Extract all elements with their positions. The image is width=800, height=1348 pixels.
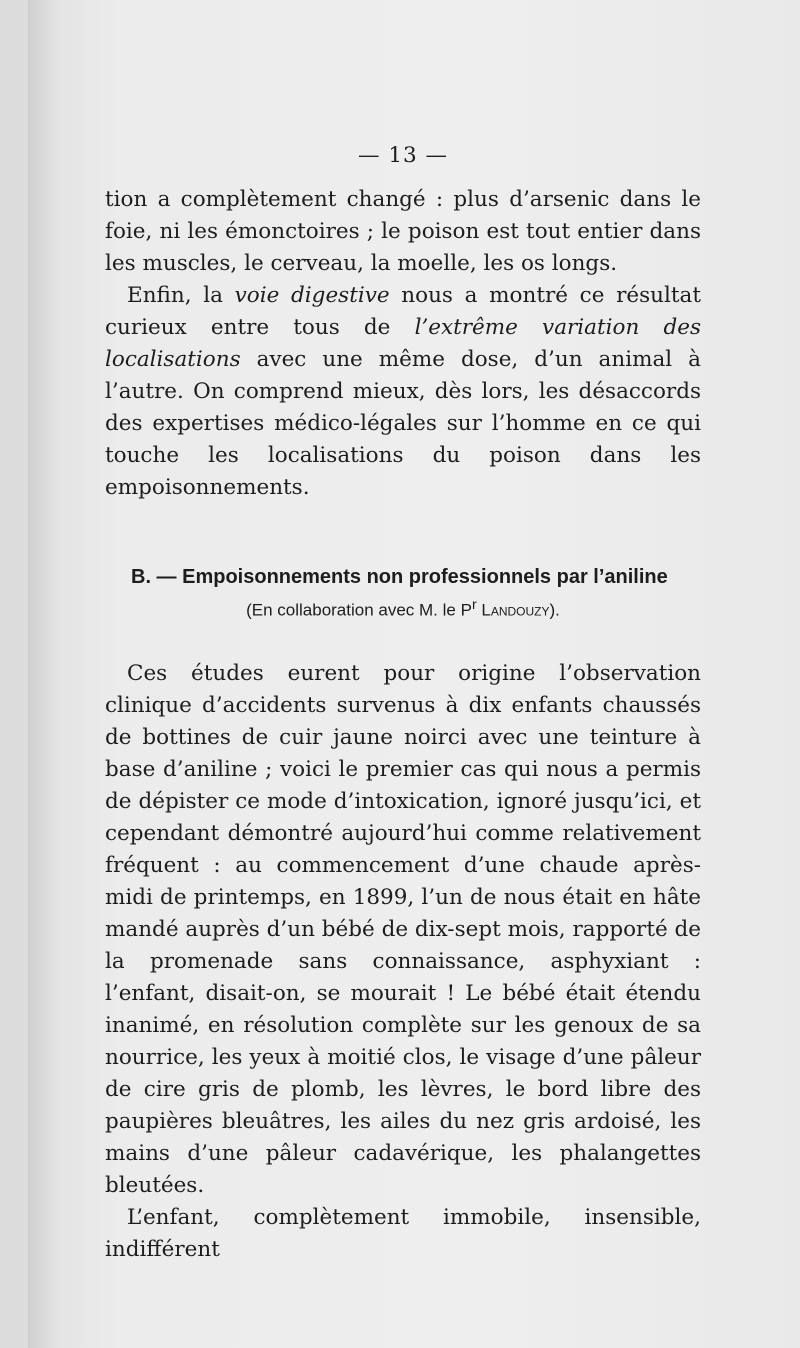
subheading-text-a: (En collaboration avec M. le P [246,600,472,620]
paragraph-1: tion a complètement changé : plus d’arsenic dans le foie, ni les émonctoires ; le poison est tout entier dans les muscles, le cerveau, la moelle, les os longs. [105,187,701,276]
document-page [28,0,800,1348]
paragraph-2 [105,280,701,504]
section-subheading [105,592,701,624]
paragraph-2-text-c: nous a montré ce résultat curieux entre tous de [105,283,701,340]
paragraph-2-text-e: avec une même dose, d’un animal à l’autre. On comprend mieux, dès lors, les désaccords des expertises médico-légales sur l’homme en ce qui touche les localisations du poison dans les empoisonnements. [105,347,701,500]
page-number: — 13 — [357,143,449,168]
paragraph-2-italic-voie-digestive: voie digestive [234,283,390,308]
subheading-text-b: ). [549,600,560,620]
page-content [105,140,701,1266]
section-heading: B. — Empoisonnements non professionnels par l’aniline [131,566,668,588]
paragraph-2-italic-variation: l’extrême variation des localisations [105,315,701,372]
paragraph-3: Ces études eurent pour origine l’observation clinique d’accidents survenus à dix enfants chaussés de bottines de cuir jaune noirci avec une teinture à base d’aniline ; voici le premier cas qui nous a permis de dépister ce mode d’intoxication, ignoré jusqu’ici, et cependant démontré aujourd’hui comme relativement fréquent : au commencement d’une chaude après-midi de printemps, en 1899, l’un de nous était en hâte mandé auprès d’un bébé de dix-sept mois, rapporté de la promenade sans connaissance, asphyxiant : l’enfant, disait-on, se mourait ! Le bébé était étendu inanimé, en résolution complète sur les genoux de sa nourrice, les yeux à moitié clos, le visage d’une pâleur de cire gris de plomb, les lèvres, le bord libre des paupières bleuâtres, les ailes du nez gris ardoisé, les mains d’une pâleur cadavérique, les phalangettes bleutées. [105,660,702,1198]
paragraph-2-text-a: Enfin, la [127,283,235,308]
subheading-superscript: r [471,597,477,613]
section-gap [105,624,701,658]
subheading-author-name: Landouzy [481,600,550,620]
paragraph-4: L’enfant, complètement immobile, insensible, indifférent [105,1204,701,1262]
